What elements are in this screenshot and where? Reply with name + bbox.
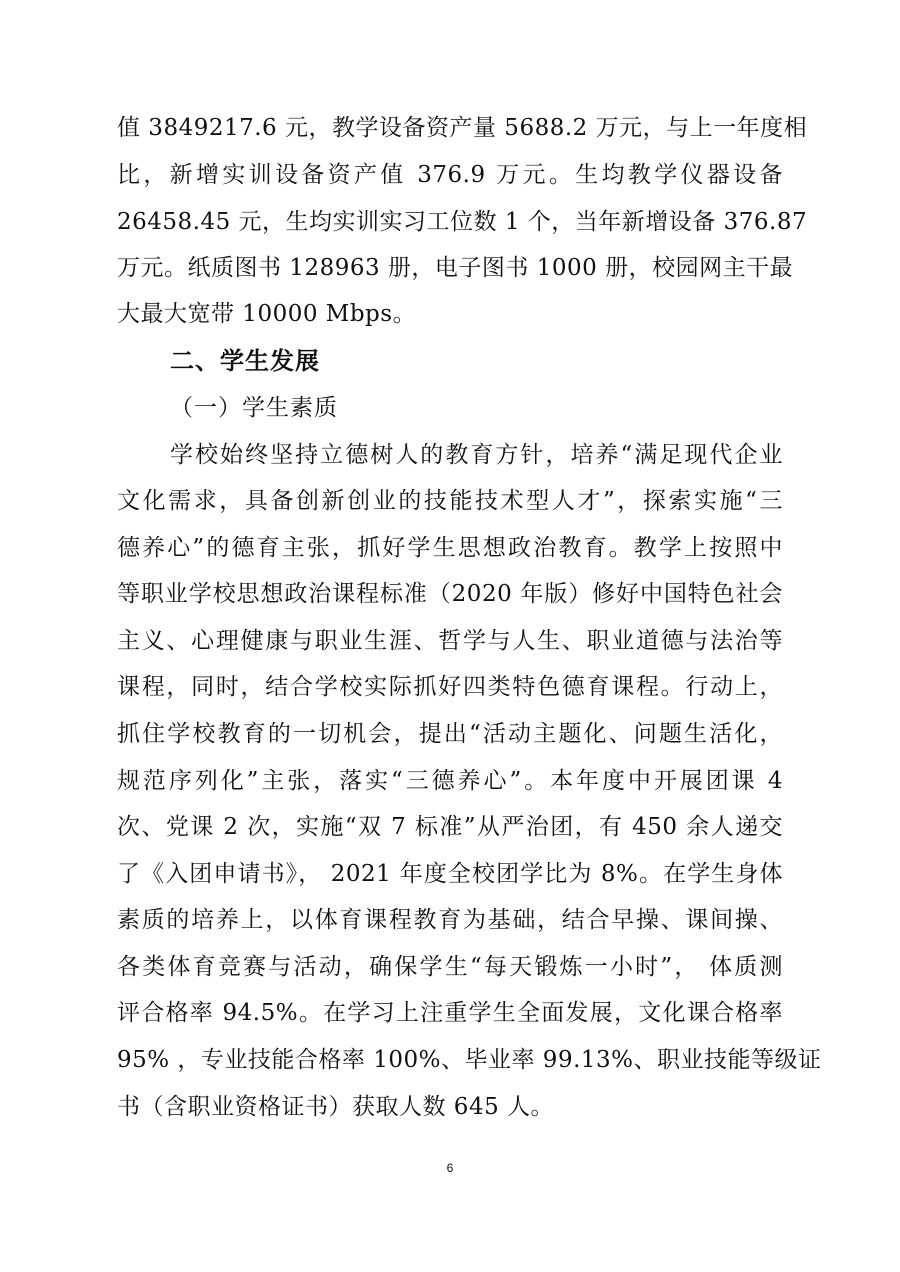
paragraph-2-line: 各类体育竞赛与活动，确保学生“每天锻炼一小时”， 体质测 [117, 954, 783, 980]
paragraph-2-line: 等职业学校思想政治课程标准（2020 年版）修好中国特色社会 [117, 581, 783, 607]
subsection-heading: （一）学生素质 [170, 395, 338, 421]
paragraph-2-line: 德养心”的德育主张，抓好学生思想政治教育。教学上按照中 [117, 535, 783, 561]
paragraph-1-line: 比，新增实训设备资产值 376.9 万元。生均教学仪器设备 [117, 162, 783, 188]
paragraph-2-line: 素质的培养上，以体育课程教育为基础，结合早操、课间操、 [117, 907, 783, 933]
paragraph-2-line: 主义、心理健康与职业生涯、哲学与人生、职业道德与法治等 [117, 628, 783, 654]
paragraph-2-line: 课程，同时，结合学校实际抓好四类特色德育课程。行动上， [117, 674, 783, 700]
paragraph-2-line: 抓住学校教育的一切机会，提出“活动主题化、问题生活化， [117, 721, 783, 747]
paragraph-1-line: 值 3849217.6 元，教学设备资产量 5688.2 万元，与上一年度相 [117, 115, 808, 141]
paragraph-2-line: 了《入团申请书》， 2021 年度全校团学比为 8%。在学生身体 [117, 861, 783, 887]
paragraph-2-line: 学校始终坚持立德树人的教育方针，培养“满足现代企业 [170, 442, 783, 468]
page-number: 6 [446, 1161, 454, 1175]
paragraph-2-line: 规范序列化”主张，落实“三德养心”。本年度中开展团课 4 [117, 768, 783, 794]
paragraph-2-line: 书（含职业资格证书）获取人数 645 人。 [117, 1094, 555, 1120]
paragraph-2-line: 文化需求，具备创新创业的技能技术型人才”，探索实施“三 [117, 488, 783, 514]
paragraph-1-line: 万元。纸质图书 128963 册，电子图书 1000 册，校园网主干最 [117, 255, 794, 281]
paragraph-2-line: 次、党课 2 次，实施“双 7 标准”从严治团，有 450 余人递交 [117, 814, 783, 840]
paragraph-2-line: 95% ，专业技能合格率 100%、毕业率 99.13%、职业技能等级证 [117, 1047, 822, 1073]
paragraph-1-line: 26458.45 元，生均实训实习工位数 1 个，当年新增设备 376.87 [117, 209, 808, 235]
section-heading: 二、学生发展 [170, 346, 320, 375]
paragraph-2-line: 评合格率 94.5%。在学习上注重学生全面发展，文化课合格率 [117, 1000, 783, 1026]
paragraph-1-line: 大最大宽带 10000 Mbps。 [117, 301, 417, 327]
